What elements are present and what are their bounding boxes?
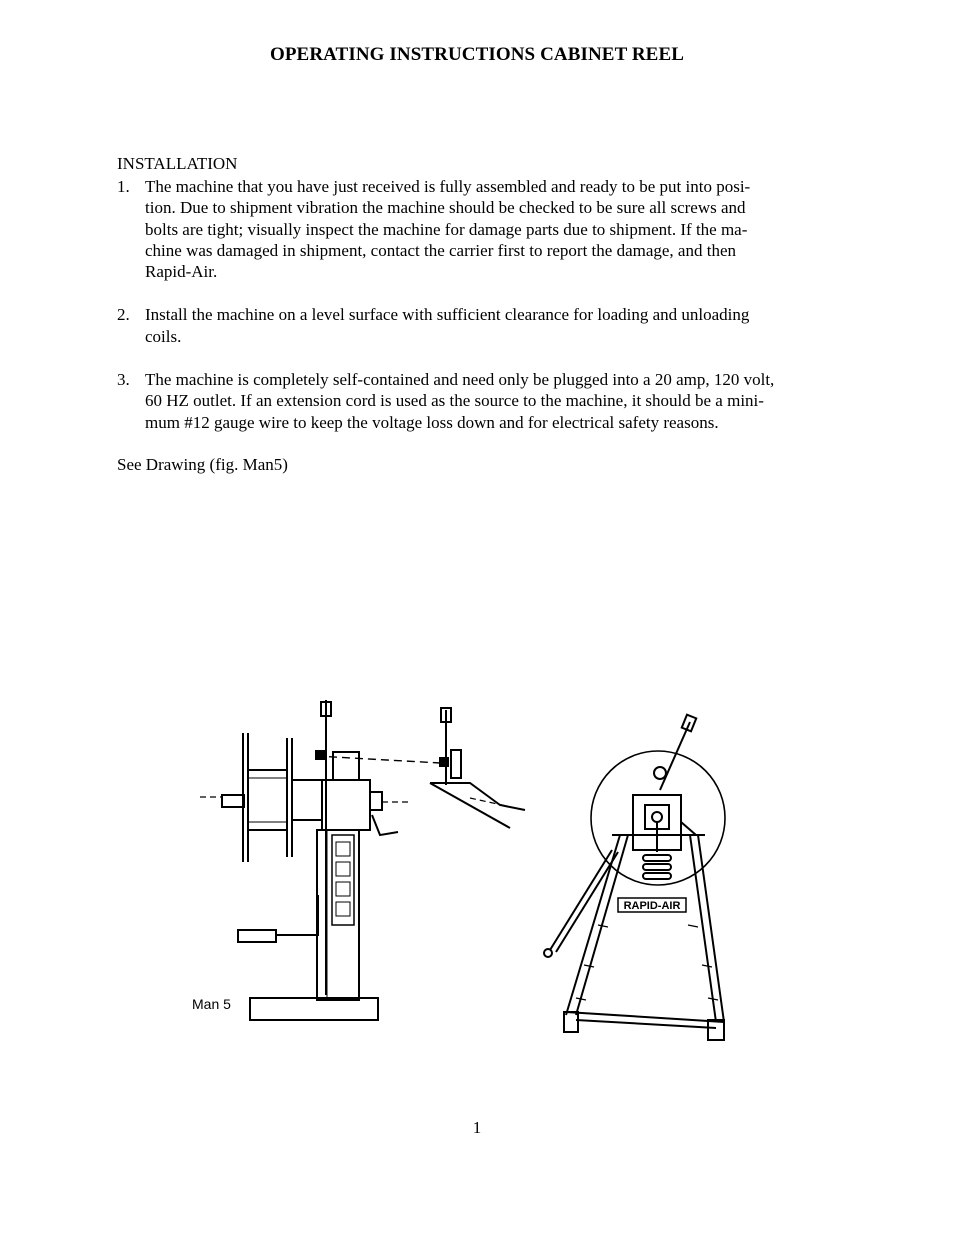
page-number: 1 xyxy=(472,1118,482,1137)
item-text xyxy=(145,304,847,347)
text-line: bolts are tight; visually inspect the machine for damage parts due to shipment. If the ma- xyxy=(145,219,748,239)
instruction-list xyxy=(117,176,847,455)
text-line: Rapid-Air. xyxy=(145,262,218,282)
text-line: Install the machine on a level surface with sufficient clearance for loading and unloading xyxy=(145,305,750,325)
text-line: 60 HZ outlet. If an extension cord is used as the source to the machine, it should be a mini- xyxy=(145,391,764,411)
figure-label: Man 5 xyxy=(192,996,231,1012)
text-line: The machine that you have just received is fully assembled and ready to be put into posi- xyxy=(145,177,751,196)
item-number: 2. xyxy=(117,305,130,325)
item-number: 3. xyxy=(117,370,130,390)
see-drawing-note: See Drawing (fig. Man5) xyxy=(117,455,288,474)
text-line: The machine is completely self-contained and need only be plugged into a 20 amp, 120 volt, xyxy=(145,370,775,390)
item-text xyxy=(145,369,847,433)
section-heading: INSTALLATION xyxy=(117,154,238,173)
text-line: tion. Due to shipment vibration the machine should be checked to be sure all screws and xyxy=(145,198,746,218)
text-line: coils. xyxy=(145,326,182,346)
side-view-reel xyxy=(200,700,440,1020)
page-title: OPERATING INSTRUCTIONS CABINET REEL xyxy=(269,44,685,65)
instruction-item xyxy=(117,176,847,282)
instruction-item xyxy=(117,304,847,347)
detail-view xyxy=(430,708,525,828)
front-view xyxy=(544,715,725,1040)
instruction-item xyxy=(117,369,847,433)
text-line: chine was damaged in shipment, contact the carrier first to report the damage, and then xyxy=(145,240,736,260)
text-line: mum #12 gauge wire to keep the voltage loss down and for electrical safety reasons. xyxy=(145,412,719,432)
cabinet-reel-drawing xyxy=(180,685,740,1055)
brand-plate-text: RAPID-AIR xyxy=(623,900,681,912)
item-text xyxy=(145,176,847,282)
item-number: 1. xyxy=(117,177,130,196)
